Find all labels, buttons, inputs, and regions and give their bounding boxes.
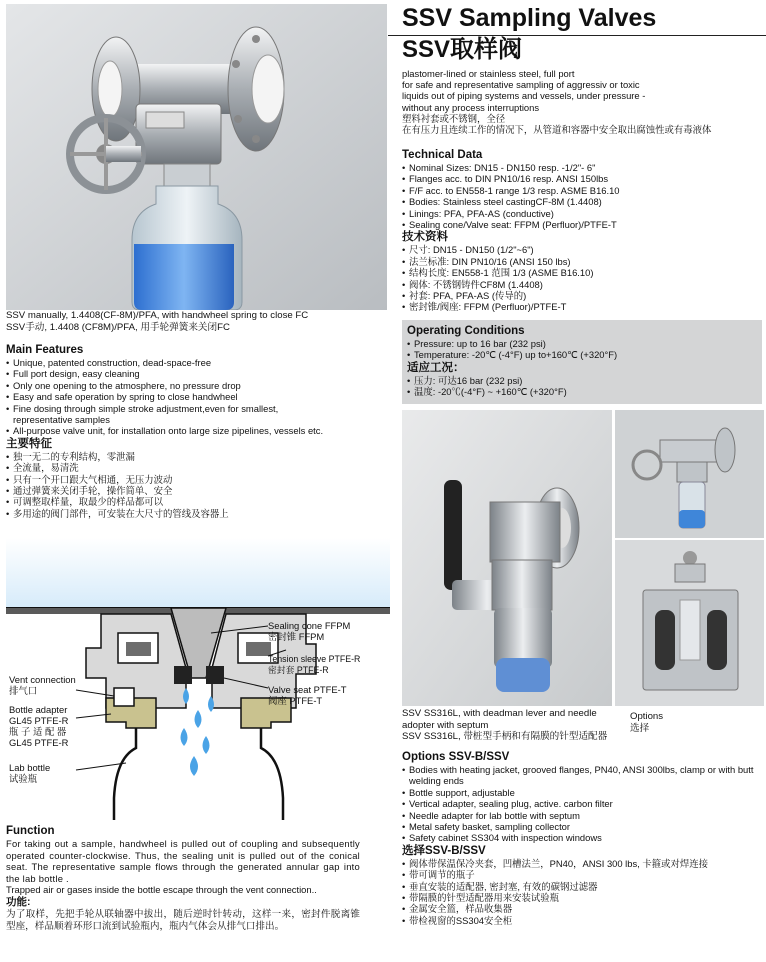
list-item: • 阀体: 不锈钢铸件CF8M (1.4408) — [402, 279, 764, 290]
list-item: • Only one opening to the atmosphere, no pressure drop — [6, 380, 396, 391]
list-item: • 带检视窗的SS304安全柜 — [402, 915, 764, 926]
options-photo-top — [615, 410, 764, 538]
main-features-section — [6, 343, 396, 519]
intro-line: 塑料衬套或不锈钢，全径 — [402, 112, 506, 124]
label-sealing-cone: Sealing cone FFPM 密封锥 FFPM — [268, 620, 351, 642]
function-text-en-2: Trapped air or gases inside the bottle escape through the vent connection.. — [6, 884, 317, 895]
list-item: • Safety cabinet SS304 with inspection windows — [402, 832, 764, 843]
operating-conditions-box — [402, 320, 762, 404]
photo1-caption-zh: SSV手动, 1.4408 (CF8M)/PFA, 用手轮弹簧来关闭FC — [6, 321, 230, 333]
list-item: • 独一无二的专利结构，零泄漏 — [6, 451, 396, 462]
intro-line: liquids out of piping systems and vessels, under pressure - — [402, 90, 646, 102]
intro-line: without any process interruptions — [402, 101, 540, 113]
label-lab-bottle: Lab bottle 试验瓶 — [9, 762, 51, 784]
list-item: • 尺寸: DN15 - DN150 (1/2"~6") — [402, 244, 764, 255]
technical-data-section — [402, 148, 764, 313]
list-item: • Bottle support, adjustable — [402, 787, 764, 798]
list-item: • 结构长度: EN558-1 范围 1/3 (ASME B16.10) — [402, 267, 764, 278]
photo1-caption — [6, 310, 391, 333]
technical-data-heading: Technical Data — [402, 149, 483, 161]
list-item: • 衬套: PFA, PFA-AS (传导的) — [402, 290, 764, 301]
valve-photo-deadman — [402, 410, 612, 706]
options-list-en — [402, 764, 764, 844]
operating-list-zh — [407, 375, 762, 398]
list-item: • 通过弹簧来关闭手轮，操作简单、安全 — [6, 485, 396, 496]
intro-line: 在有压力且连续工作的情况下，从管道和容器中安全取出腐蚀性或有毒液体 — [402, 124, 712, 136]
intro-text — [402, 68, 764, 135]
cross-section-diagram — [6, 538, 390, 820]
list-item: • Fine dosing through simple stroke adjustment,even for smallest, representative samples — [6, 403, 328, 426]
list-item: • 只有一个开口跟大气相通，无压力波动 — [6, 474, 396, 485]
main-features-heading: Main Features — [6, 344, 84, 356]
operating-conditions-heading-zh: 适应工况： — [407, 361, 465, 374]
page-title-en: SSV Sampling Valves — [402, 4, 657, 32]
list-item: • Vertical adapter, sealing plug, active. carbon filter — [402, 798, 764, 809]
list-item: • 温度: -20℃(-4°F) ~ +160℃ (+320°F) — [407, 386, 762, 397]
page-title-zh: SSV取样阀 — [402, 36, 523, 63]
photo2-caption-line: adopter with septum — [402, 719, 489, 731]
list-item: • 法兰标准: DIN PN10/16 (ANSI 150 lbs) — [402, 256, 764, 267]
options-list-zh — [402, 858, 764, 926]
list-item: • Easy and safe operation by spring to close handwheel — [6, 391, 396, 402]
list-item: • Bodies: Stainless steel castingCF-8M (1.4408) — [402, 196, 764, 207]
list-item: • 带隔膜的针型适配器用来安装试验瓶 — [402, 892, 764, 903]
list-item: • Unique, patented construction, dead-space-free — [6, 357, 396, 368]
photo2-caption — [402, 708, 624, 743]
list-item: • 多用途的阀门部件，可安装在大尺寸的管线及容器上 — [6, 508, 396, 519]
list-item: • Sealing cone/Valve seat: FFPM (Perfluor)/PTFE-T — [402, 219, 764, 230]
list-item: • Nominal Sizes: DN15 - DN150 resp. -1/2"- 6" — [402, 162, 764, 173]
photo2-caption-line: SSV SS316L, 带桩型手柄和有隔膜的针型适配器 — [402, 731, 608, 743]
list-item: • 密封锥/阀座: FFPM (Perfluor)/PTFE-T — [402, 301, 764, 312]
valve-photo-manual — [6, 4, 387, 310]
list-item: • Full port design, easy cleaning — [6, 368, 396, 379]
main-features-heading-zh: 主要特征 — [6, 437, 52, 450]
function-text-zh: 为了取样，先把手轮从联轴器中拔出，随后逆时针转动，这样一来，密封件脱离锥型座，样品顺着环形口流到试验瓶内，瓶内气体会从排气口排出。 — [6, 908, 360, 932]
options-caption: Options 选择 — [630, 711, 664, 734]
label-vent-connection: Vent connection 排气口 — [9, 674, 76, 696]
operating-conditions-heading: Operating Conditions — [407, 325, 525, 337]
technical-data-heading-zh: 技术资料 — [402, 231, 448, 244]
list-item: • All-purpose valve unit, for installation onto large size pipelines, vessels etc. — [6, 425, 396, 436]
list-item: • Needle adapter for lab bottle with septum — [402, 810, 764, 821]
options-heading: Options SSV-B/SSV — [402, 751, 510, 763]
list-item: • 垂直安装的适配器, 密封塞, 有效的碳钢过滤器 — [402, 881, 764, 892]
list-item: • F/F acc. to EN558-1 range 1/3 resp. ASME B16.10 — [402, 185, 764, 196]
photo2-caption-line: SSV SS316L, with deadman lever and needle — [402, 708, 597, 719]
function-heading: Function — [6, 825, 55, 837]
label-tension-sleeve: Tension sleeve PTFE-R 密封套 PTFE-R — [268, 654, 361, 675]
function-text-en: For taking out a sample, handwheel is pulled out of coupling and subsequently operated counter-clockwise. Thus, the sealing unit is pulled out of the conical seat. The representative sample flows through the generated annular gap into the lab bottle . — [6, 838, 360, 884]
intro-line: plastomer-lined or stainless steel, full port — [402, 68, 575, 79]
list-item: • 可调整取样量，取最少的样品都可以 — [6, 496, 396, 507]
list-item: • Flanges acc. to DIN PN10/16 resp. ANSI 150lbs — [402, 173, 764, 184]
function-heading-zh: 功能: — [6, 895, 31, 908]
label-valve-seat: Valve seat PTFE-T 阀座 PTFE-T — [268, 684, 347, 706]
operating-list-en — [407, 338, 762, 361]
list-item: • Bodies with heating jacket, grooved flanges, PN40, ANSI 300lbs, clamp or with butt welding ends — [402, 764, 764, 787]
technical-data-list-zh — [402, 244, 764, 312]
list-item: • 金属安全篮，样品收集器 — [402, 903, 764, 914]
label-bottle-adapter: Bottle adapter GL45 PTFE-R 瓶 子 适 配 器 GL45 PTFE-R — [9, 704, 69, 748]
options-heading-zh: 选择SSV-B/SSV — [402, 844, 486, 857]
list-item: • 阀体带保温保冷夹套，凹槽法兰，PN40，ANSI 300 lbs, 卡箍或对焊连接 — [402, 858, 764, 869]
main-features-list-zh — [6, 451, 396, 519]
technical-data-list-en — [402, 162, 764, 230]
list-item: • 带可调节的瓶子 — [402, 869, 764, 880]
function-section — [6, 824, 360, 933]
list-item: • 全流量，易清洗 — [6, 462, 396, 473]
list-item: • Pressure: up to 16 bar (232 psi) — [407, 338, 762, 349]
main-features-list-en — [6, 357, 396, 437]
list-item: • Temperature: -20℃ (-4°F) up to+160℃ (+320°F) — [407, 349, 762, 360]
list-item: • Linings: PFA, PFA-AS (conductive) — [402, 208, 764, 219]
options-section — [402, 750, 764, 926]
photo1-caption-en: SSV manually, 1.4408(CF-8M)/PFA, with handwheel spring to close FC — [6, 310, 309, 321]
list-item: • Metal safety basket, sampling collector — [402, 821, 764, 832]
options-photo-cabinet — [615, 540, 764, 706]
list-item: • 压力: 可达16 bar (232 psi) — [407, 375, 762, 386]
intro-line: for safe and representative sampling of aggressiv or toxic — [402, 79, 640, 91]
